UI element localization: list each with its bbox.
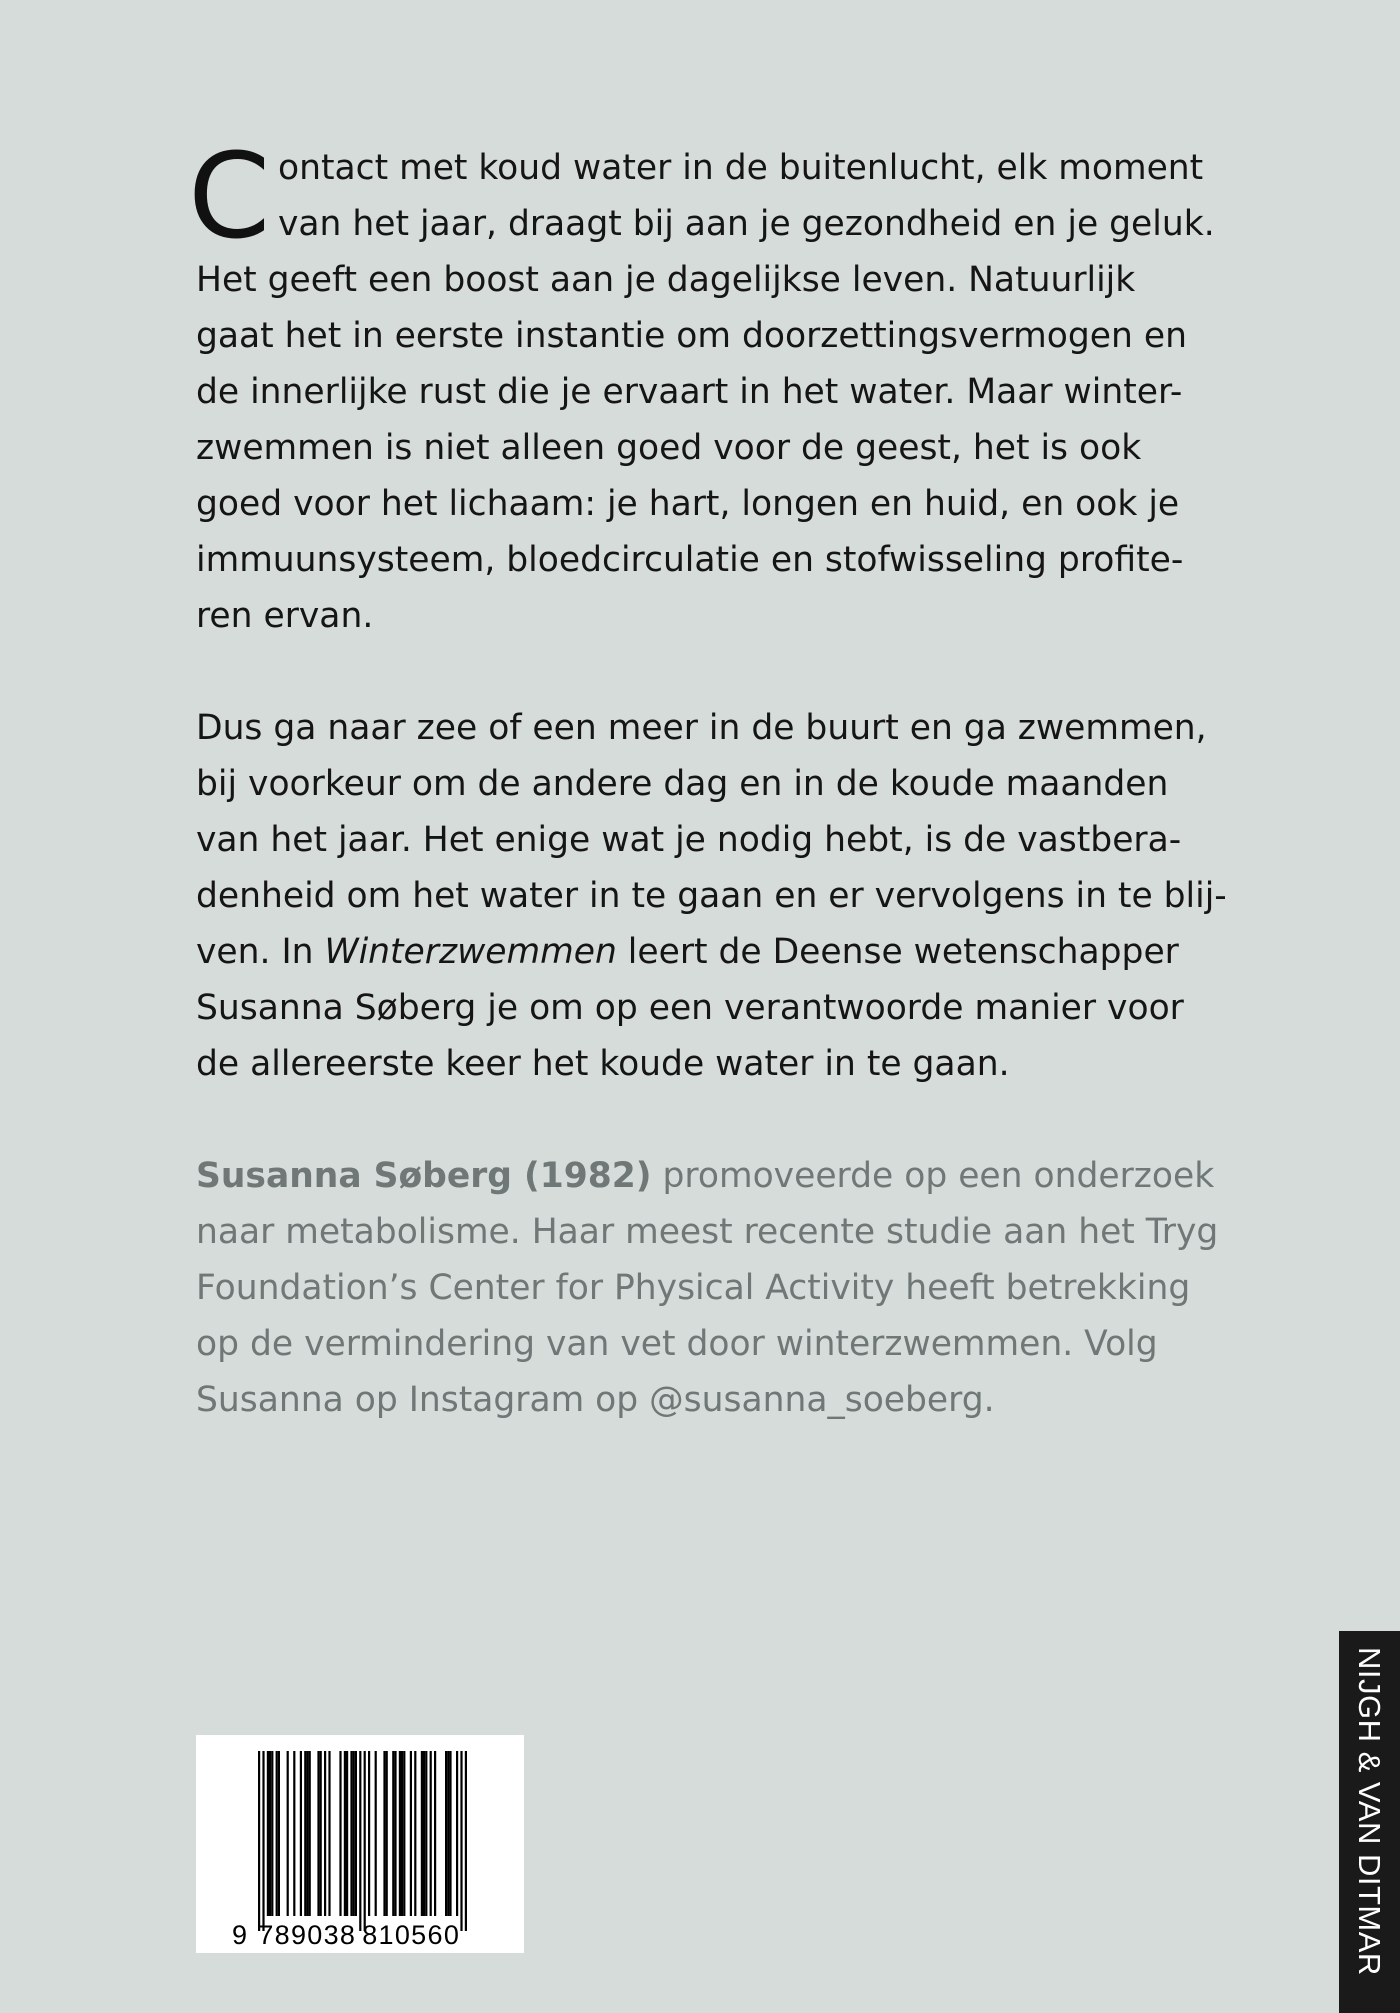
author-bio bbox=[196, 1148, 1219, 1428]
barcode-bar bbox=[421, 1751, 423, 1916]
back-cover-blurb bbox=[188, 127, 1227, 1428]
blurb-text: ven. In bbox=[196, 932, 325, 972]
bio-text: promoveerde op een onderzoek bbox=[651, 1156, 1215, 1196]
barcode-bar bbox=[278, 1751, 280, 1916]
blurb-line: van het jaar. Het enige wat je nodig hebt, is de vastbera- bbox=[196, 820, 1182, 860]
barcode-bar bbox=[320, 1751, 322, 1916]
barcode-bar bbox=[375, 1751, 377, 1916]
barcode-bar bbox=[346, 1751, 348, 1916]
barcode-bar bbox=[399, 1751, 401, 1916]
barcode-bar bbox=[328, 1751, 330, 1916]
barcode-digit-group: 789038 bbox=[258, 1920, 357, 1950]
barcode-bar bbox=[287, 1751, 289, 1916]
barcode-bar bbox=[317, 1751, 319, 1916]
blurb-line bbox=[196, 924, 1196, 980]
barcode-bar bbox=[309, 1751, 311, 1916]
bio-line bbox=[196, 1148, 1215, 1204]
barcode-bar bbox=[445, 1751, 447, 1916]
blurb-line: de innerlijke rust die je ervaart in het water. Maar winter- bbox=[196, 372, 1183, 412]
barcode-bar bbox=[368, 1751, 370, 1916]
barcode-bar bbox=[386, 1751, 388, 1916]
barcode-bar bbox=[434, 1751, 436, 1916]
author-name: Susanna Søberg (1982) bbox=[196, 1156, 652, 1196]
barcode-bar bbox=[258, 1751, 260, 1931]
bio-line: Foundation’s Center for Physical Activity heeft betrekking bbox=[196, 1268, 1191, 1308]
barcode-bar bbox=[324, 1751, 326, 1916]
bio-line: naar metabolisme. Haar meest recente studie aan het Tryg bbox=[196, 1212, 1219, 1252]
blurb-line-text: ontact met koud water in de buitenlucht, elk moment bbox=[278, 148, 1204, 188]
barcode-bar bbox=[403, 1751, 405, 1916]
blurb-line: immuunsysteem, bloedcirculatie en stofwisseling profite- bbox=[196, 540, 1184, 580]
barcode-bar bbox=[383, 1751, 385, 1916]
barcode-bar bbox=[350, 1751, 352, 1916]
barcode-bar bbox=[364, 1751, 366, 1931]
paragraph-break bbox=[196, 1092, 1196, 1148]
bio-line: op de vermindering van vet door winterzwemmen. Volg bbox=[196, 1324, 1158, 1364]
barcode-bar bbox=[355, 1751, 357, 1916]
blurb-line: Het geeft een boost aan je dagelijkse leven. Natuurlijk bbox=[196, 260, 1136, 300]
barcode-bar bbox=[394, 1751, 396, 1916]
barcode-bar bbox=[430, 1751, 432, 1916]
barcode-bar bbox=[306, 1751, 308, 1916]
book-title-italic: Winterzwemmen bbox=[324, 932, 617, 972]
barcode-bar bbox=[271, 1751, 273, 1916]
barcode-bar bbox=[300, 1751, 302, 1916]
barcode-bar bbox=[425, 1751, 427, 1916]
barcode-bar bbox=[423, 1751, 425, 1916]
barcode-bar bbox=[410, 1751, 412, 1916]
barcode-bar bbox=[456, 1751, 458, 1916]
blurb-line: van het jaar, draagt bij aan je gezondheid en je geluk. bbox=[278, 204, 1215, 244]
barcode-bar bbox=[269, 1751, 271, 1916]
blurb-line: denheid om het water in te gaan en er vervolgens in te blij- bbox=[196, 876, 1227, 916]
barcode-bar bbox=[465, 1751, 467, 1931]
barcode-bar bbox=[293, 1751, 295, 1916]
blurb-line: Dus ga naar zee of een meer in de buurt en ga zwemmen, bbox=[196, 708, 1207, 748]
paragraph-break bbox=[196, 644, 1196, 700]
barcode-bar bbox=[449, 1751, 451, 1916]
barcode-bar bbox=[267, 1751, 269, 1916]
blurb-line: ren ervan. bbox=[196, 596, 374, 636]
barcode-bar bbox=[262, 1751, 264, 1931]
barcode-bar bbox=[353, 1751, 355, 1916]
barcode-bar bbox=[460, 1751, 462, 1931]
barcode-digit-group: 810560 bbox=[362, 1920, 461, 1950]
barcode-bar bbox=[276, 1751, 278, 1916]
barcode-lead-digit: 9 bbox=[232, 1920, 249, 1950]
barcode-bar bbox=[447, 1751, 449, 1916]
barcode-bar bbox=[414, 1751, 416, 1916]
blurb-line: Susanna Søberg je om op een verantwoorde manier voor bbox=[196, 988, 1184, 1028]
barcode-digits bbox=[232, 1920, 460, 1951]
blurb-line: zwemmen is niet alleen goed voor de geest, het is ook bbox=[196, 428, 1142, 468]
publisher-name: NIJGH & VAN DITMAR bbox=[1352, 1647, 1387, 1976]
blurb-text: leert de Deense wetenschapper bbox=[616, 932, 1179, 972]
barcode-bar bbox=[344, 1751, 346, 1916]
bio-line: Susanna op Instagram op @susanna_soeberg. bbox=[196, 1380, 995, 1420]
barcode-bar bbox=[304, 1751, 306, 1916]
blurb-line: bij voorkeur om de andere dag en in de koude maanden bbox=[196, 764, 1169, 804]
barcode-bar bbox=[339, 1751, 341, 1916]
blurb-line: de allereerste keer het koude water in te gaan. bbox=[196, 1044, 1010, 1084]
drop-cap: C bbox=[188, 127, 271, 265]
barcode-bar bbox=[392, 1751, 394, 1916]
barcode-bar bbox=[401, 1751, 403, 1916]
publisher-spine-tab bbox=[1339, 1631, 1400, 2013]
barcode-bar bbox=[359, 1751, 361, 1931]
blurb-line: goed voor het lichaam: je hart, longen en huid, en ook je bbox=[196, 484, 1180, 524]
isbn-barcode bbox=[196, 1735, 524, 1953]
blurb-line: gaat het in eerste instantie om doorzettingsvermogen en bbox=[196, 316, 1187, 356]
